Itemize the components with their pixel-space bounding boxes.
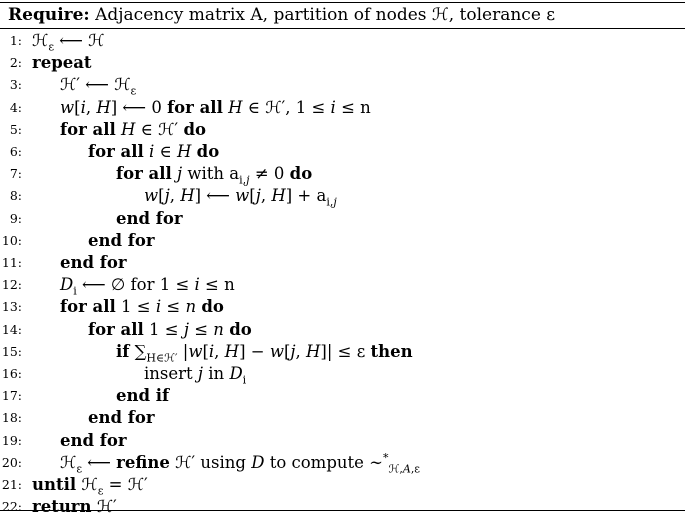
line-code: until ℋ$_\varepsilon$ = ℋ′: [32, 475, 148, 498]
line-number: 16:: [1, 366, 22, 381]
line-number: 11:: [1, 255, 22, 270]
line-number: 14:: [1, 321, 22, 337]
line-code: for all i ∈ H do: [88, 142, 220, 161]
top-rule: [0, 2, 685, 3]
algorithm-line: [0, 74, 685, 96]
line-code: w[i, H] ⟵ 0 for all H ∈ ℋ′, 1 ≤ i ≤ n: [60, 97, 371, 117]
require-header: [8, 4, 555, 26]
line-number: 6:: [9, 144, 22, 159]
algorithm-line: [0, 407, 685, 429]
line-code: for all H ∈ ℋ′ do: [60, 119, 206, 139]
algorithm-line: [0, 208, 685, 230]
line-code: ℋ$_\varepsilon$ ⟵ ℋ: [32, 31, 105, 54]
require-keyword: Require:: [8, 5, 90, 25]
line-code: for all 1 ≤ i ≤ n do: [60, 297, 224, 317]
algorithm-line: [0, 30, 685, 52]
line-code: end for: [88, 408, 155, 428]
algorithm-line: [0, 341, 685, 363]
require-text: Adjacency matrix A, partition of nodes ℋ, tolerance ε: [95, 5, 556, 25]
algorithm-line: [0, 163, 685, 185]
line-number: 22:: [1, 499, 22, 515]
line-code: end for: [60, 430, 127, 450]
line-code: repeat: [32, 53, 92, 73]
line-number: 13:: [1, 299, 22, 315]
algorithm-line: [0, 496, 685, 518]
line-number: 9:: [9, 210, 22, 226]
line-code: w[j, H] ⟵ w[j, $H] + a_{i,j}$: [144, 186, 337, 209]
line-number: 5:: [9, 121, 22, 137]
algorithm-line: [0, 385, 685, 407]
line-number: 20:: [1, 454, 22, 470]
line-number: 21:: [1, 477, 22, 492]
algorithm-line: [0, 141, 685, 163]
line-number: 7:: [9, 166, 22, 182]
line-number: 4:: [9, 99, 22, 115]
line-code: for all 1 ≤ j ≤ n do: [88, 319, 252, 339]
line-number: 10:: [1, 232, 22, 248]
algorithm-line: [0, 97, 685, 119]
algorithm-line: [0, 452, 685, 474]
header-rule: [0, 28, 685, 29]
line-code: ℋ$_\varepsilon$ ⟵ refine ℋ′ using D to compute $\sim^*_{ℋ,A,\varepsilon}$: [60, 451, 421, 476]
bottom-rule: [0, 510, 685, 511]
line-code: end if: [116, 386, 170, 406]
line-number: 8:: [9, 188, 22, 204]
line-number: 12:: [1, 277, 22, 293]
line-code: end for: [88, 230, 155, 250]
line-code: for all j with $a_{i,j} \ne 0$ do: [116, 164, 313, 187]
line-code: $D_i$ ⟵ ∅ for 1 ≤ i ≤ n: [60, 275, 235, 298]
line-code: insert j in $D_i$: [144, 364, 247, 387]
line-number: 3:: [9, 77, 22, 93]
line-number: 17:: [1, 388, 22, 404]
algorithm-line: [0, 52, 685, 74]
algorithm-line: [0, 230, 685, 252]
algorithm-line: [0, 274, 685, 296]
algorithm-line: [0, 185, 685, 207]
line-code: if $\sum_{H\in ℋ'}$ |w[i, H] − w[j, H]| ≤ ε then: [116, 341, 413, 365]
line-code: end for: [60, 253, 127, 272]
algorithm-line: [0, 296, 685, 318]
line-number: 18:: [1, 410, 22, 426]
line-number: 19:: [1, 432, 22, 448]
algorithm-line: [0, 430, 685, 452]
algorithm-line: [0, 119, 685, 141]
line-number: 2:: [9, 55, 22, 71]
line-number: 15:: [1, 343, 22, 359]
algorithm-line: [0, 363, 685, 385]
algorithm-line: [0, 474, 685, 496]
line-number: 1:: [9, 33, 22, 48]
algorithm-line: [0, 319, 685, 341]
line-code: return ℋ′: [32, 497, 117, 517]
line-code: ℋ′ ⟵ ℋ$_\varepsilon$: [60, 75, 137, 98]
algorithm-line: [0, 252, 685, 274]
line-code: end for: [116, 208, 183, 228]
